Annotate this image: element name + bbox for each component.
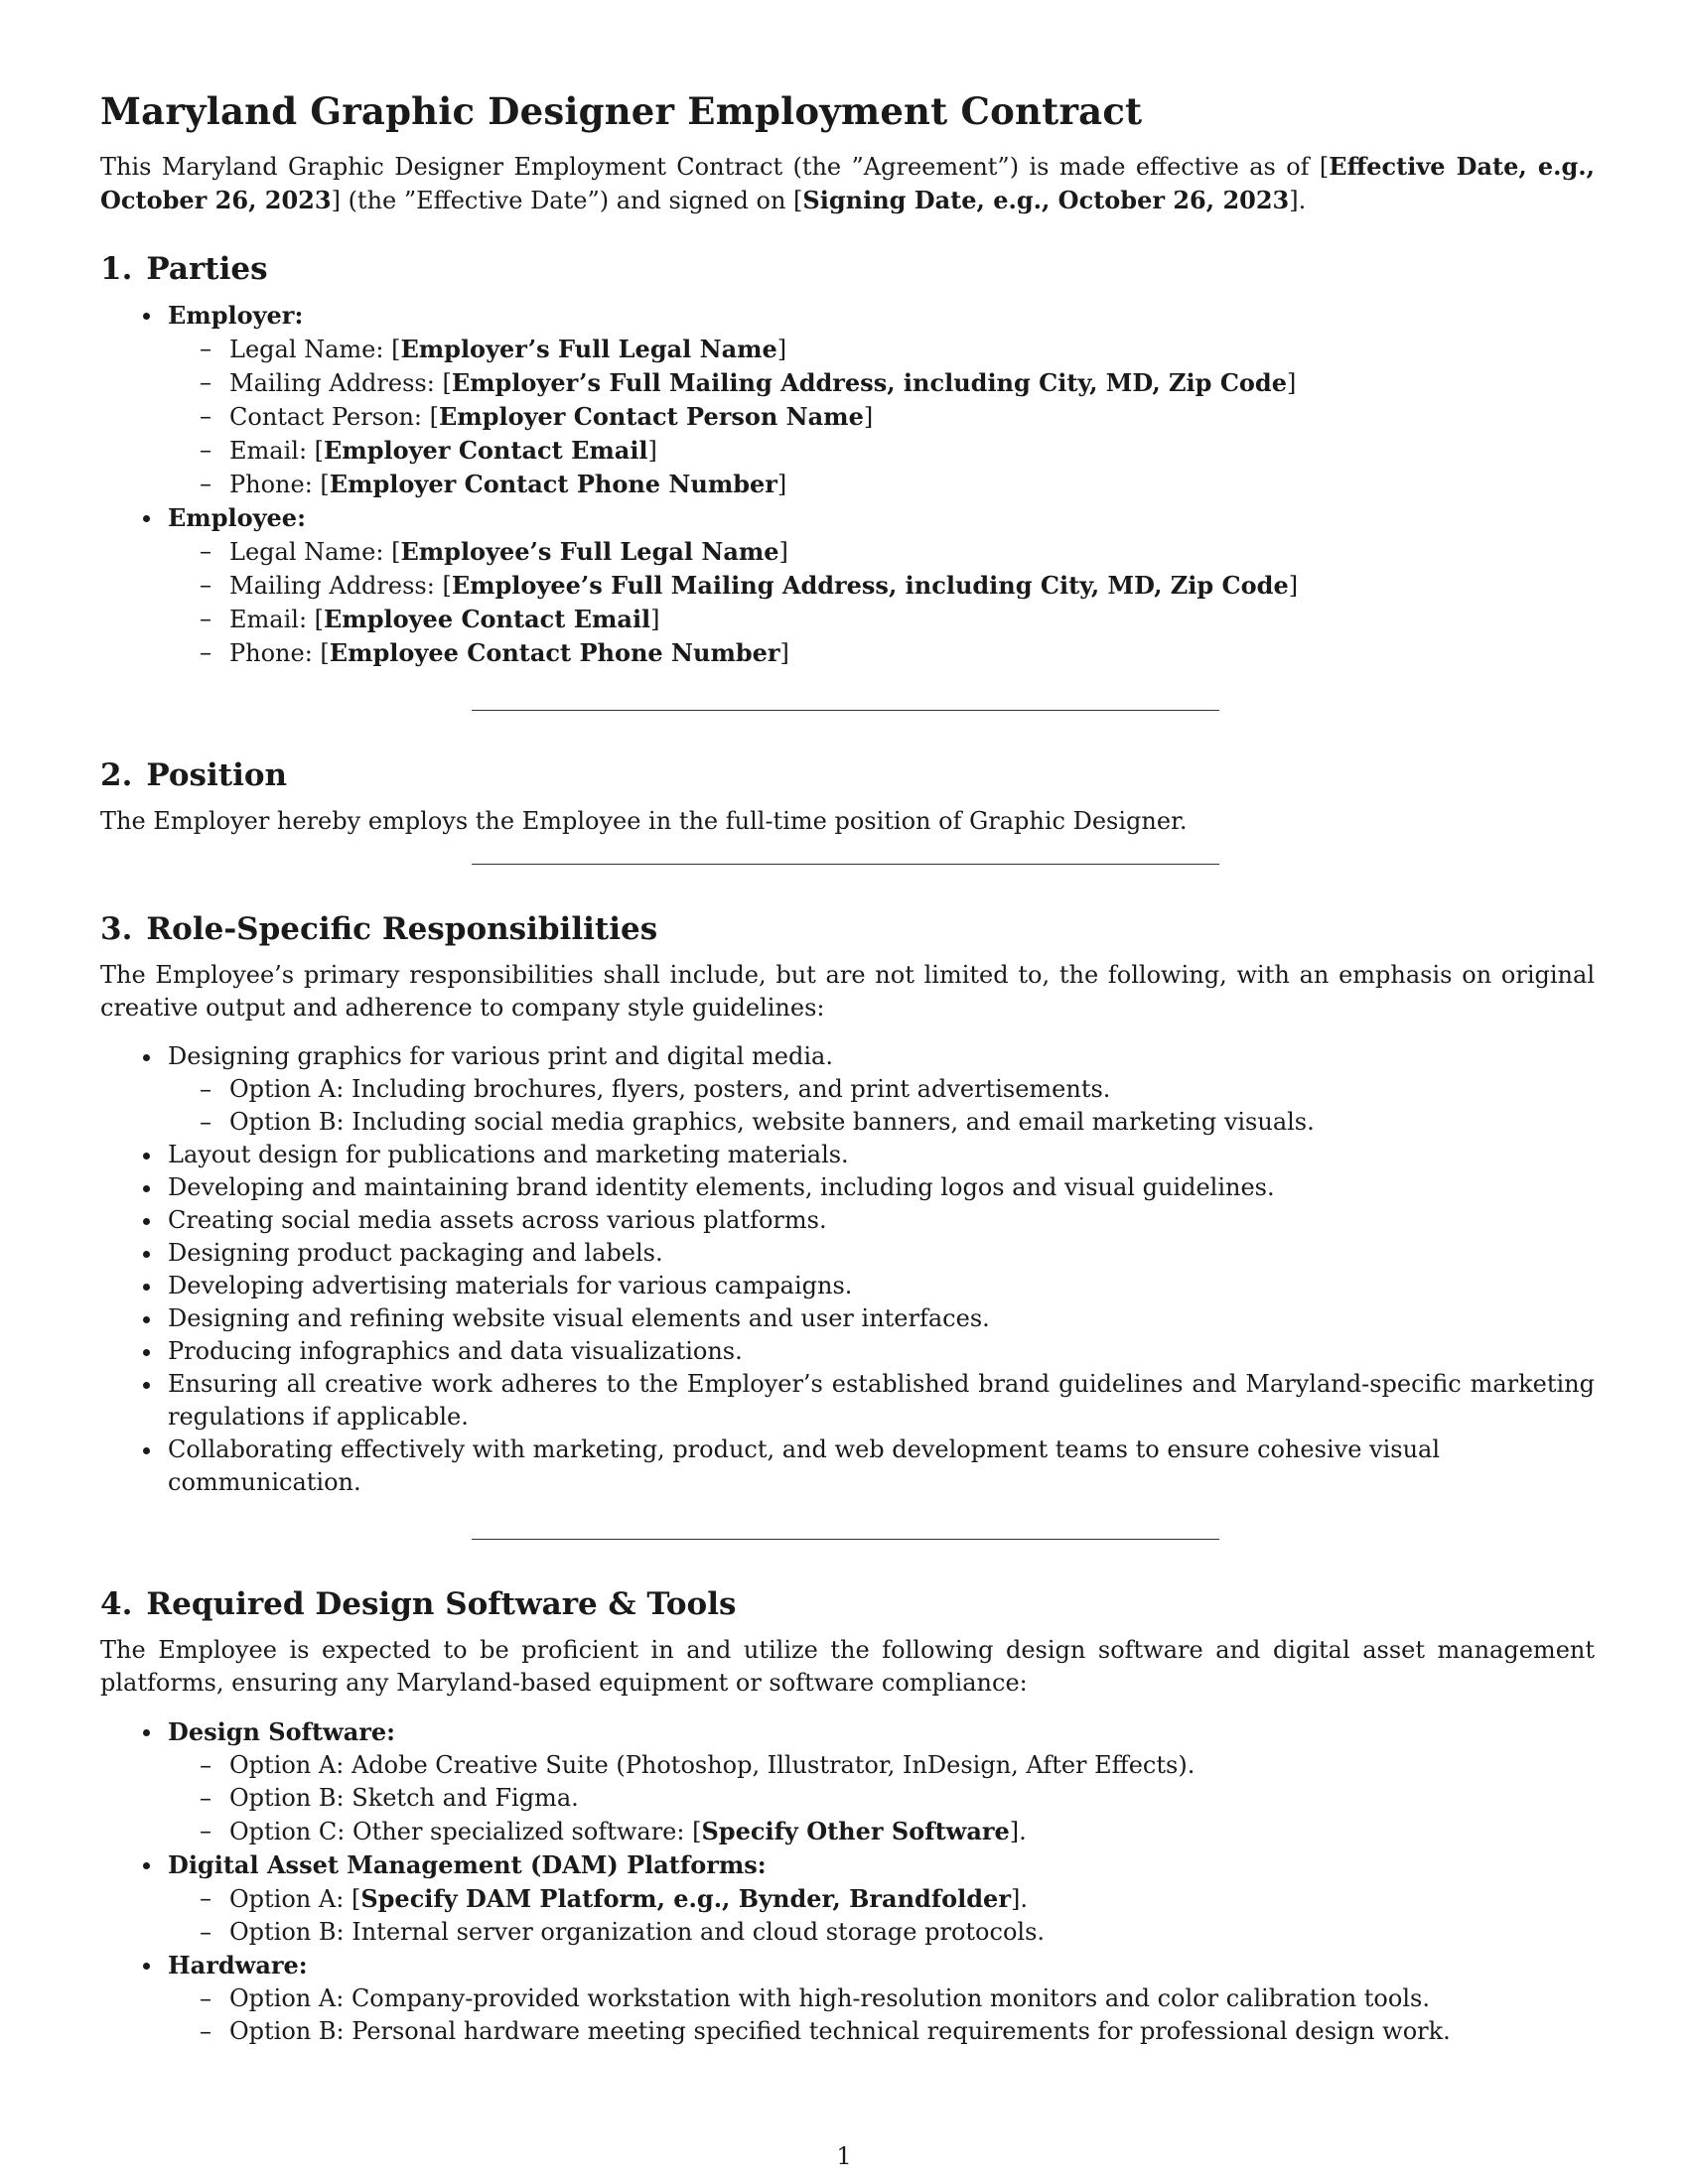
section-title: Required Design Software & Tools xyxy=(146,1586,737,1622)
intro-text: This Maryland Graphic Designer Employment Contract (the ”Agreement”) is made effective as of [ xyxy=(100,153,1330,181)
item-text: Designing graphics for various print and digital media. xyxy=(168,1042,833,1070)
list-item xyxy=(168,636,1595,670)
field-label: Mailing Address: [ xyxy=(229,369,452,397)
list-item xyxy=(100,299,1595,501)
bracket: ] xyxy=(778,538,788,566)
field-label: Email: [ xyxy=(229,606,325,633)
field-label: Phone: [ xyxy=(229,471,330,498)
field-placeholder: Employer Contact Phone Number xyxy=(329,470,777,498)
bracket: ]. xyxy=(1009,1818,1027,1845)
divider xyxy=(100,710,1595,711)
list-item xyxy=(100,1715,1595,1848)
list-item: – Option A: Adobe Creative Suite (Photoshop, Illustrator, InDesign, After Effects). xyxy=(168,1749,1595,1782)
horizontal-rule xyxy=(472,864,1219,865)
section-2-heading xyxy=(100,755,1595,795)
sub-list xyxy=(168,1073,1595,1139)
parties-list xyxy=(100,299,1595,670)
field-label: Contact Person: [ xyxy=(229,403,439,431)
list-item xyxy=(168,434,1595,468)
dam-label: Digital Asset Management (DAM) Platforms: xyxy=(168,1850,767,1879)
list-item xyxy=(168,400,1595,434)
list-item: – Option A: Including brochures, flyers, posters, and print advertisements. xyxy=(168,1073,1595,1106)
list-item: Ensuring all creative work adheres to the Employer’s established brand guidelines and Maryland-specific marketing regulations if applicable. xyxy=(100,1368,1595,1433)
section-number: 2. xyxy=(100,757,133,793)
employer-details xyxy=(168,333,1595,501)
field-placeholder: Specify DAM Platform, e.g., Bynder, Brandfolder xyxy=(360,1884,1011,1913)
bracket: ] xyxy=(647,437,657,465)
document-title: Maryland Graphic Designer Employment Contract xyxy=(100,89,1143,133)
document-content xyxy=(100,87,1595,2048)
section-number: 4. xyxy=(100,1586,133,1622)
design-software-label: Design Software: xyxy=(168,1717,396,1746)
employer-label: Employer: xyxy=(168,301,304,330)
divider xyxy=(100,864,1595,865)
list-item: Designing and refining website visual elements and user interfaces. xyxy=(100,1302,1595,1335)
bracket: ] xyxy=(650,606,660,633)
divider xyxy=(100,1539,1595,1540)
list-item: Developing and maintaining brand identity elements, including logos and visual guidelines. xyxy=(100,1171,1595,1204)
bracket: ] xyxy=(779,639,789,667)
field-placeholder: Specify Other Software xyxy=(701,1817,1010,1845)
list-item xyxy=(168,366,1595,400)
field-placeholder: Employee’s Full Legal Name xyxy=(400,537,779,566)
list-item: – Option B: Sketch and Figma. xyxy=(168,1782,1595,1815)
section-1-heading xyxy=(100,249,1595,289)
list-item xyxy=(168,1815,1595,1848)
field-placeholder: Employer Contact Person Name xyxy=(438,402,864,431)
list-item: – Option A: Company-provided workstation with high-resolution monitors and color calibration tools. xyxy=(168,1982,1595,2015)
bracket: ] xyxy=(1288,572,1299,600)
responsibilities-intro: The Employee’s primary responsibilities shall include, but are not limited to, the following, with an emphasis on original creative output and adherence to company style guidelines: xyxy=(100,961,1595,1022)
list-item: Creating social media assets across various platforms. xyxy=(100,1204,1595,1237)
item-text: Option A: [ xyxy=(229,1885,361,1913)
list-item: – Option B: Personal hardware meeting specified technical requirements for professional design work. xyxy=(168,2015,1595,2048)
section-3-heading xyxy=(100,909,1595,949)
field-placeholder: Employer’s Full Legal Name xyxy=(400,335,777,363)
bracket: ] xyxy=(776,471,787,498)
section-number: 3. xyxy=(100,911,133,947)
field-label: Email: [ xyxy=(229,437,325,465)
field-placeholder: Employer’s Full Mailing Address, including City, MD, Zip Code xyxy=(451,368,1287,397)
list-item: Layout design for publications and marketing materials. xyxy=(100,1139,1595,1171)
item-text: Option C: Other specialized software: [ xyxy=(229,1818,702,1845)
intro-paragraph xyxy=(100,150,1595,217)
section-title: Position xyxy=(146,757,288,793)
field-label: Legal Name: [ xyxy=(229,336,401,363)
list-item xyxy=(100,1040,1595,1139)
tools-list xyxy=(100,1715,1595,2048)
list-item xyxy=(168,569,1595,603)
field-placeholder: Employee’s Full Mailing Address, including City, MD, Zip Code xyxy=(451,571,1289,600)
section-title: Role-Specific Responsibilities xyxy=(146,911,658,947)
employee-details xyxy=(168,535,1595,670)
list-item xyxy=(168,1882,1595,1916)
bracket: ] xyxy=(776,336,787,363)
sub-list xyxy=(168,1749,1595,1848)
effective-date-placeholder: Effective Date, e.g., October 26, 2023 xyxy=(100,152,1595,214)
sub-list xyxy=(168,1882,1595,1949)
software-intro: The Employee is expected to be proficient in and utilize the following design software and digital asset management platforms, ensuring any Maryland-based equipment or software compliance: xyxy=(100,1636,1595,1697)
list-item: – Option B: Internal server organization and cloud storage protocols. xyxy=(168,1916,1595,1949)
section-4-heading xyxy=(100,1584,1595,1624)
field-placeholder: Employee Contact Phone Number xyxy=(329,638,780,667)
horizontal-rule xyxy=(472,710,1219,711)
list-item xyxy=(100,1949,1595,2048)
section-number: 1. xyxy=(100,251,133,287)
position-paragraph: The Employer hereby employs the Employee in the full-time position of Graphic Designer. xyxy=(100,807,1188,835)
list-item: – Option B: Including social media graphics, website banners, and email marketing visuals. xyxy=(168,1106,1595,1139)
page-number: 1 xyxy=(836,2142,852,2170)
list-item xyxy=(100,501,1595,670)
horizontal-rule xyxy=(472,1539,1219,1540)
hardware-label: Hardware: xyxy=(168,1951,308,1979)
list-item: Producing infographics and data visualizations. xyxy=(100,1335,1595,1368)
signing-date-placeholder: Signing Date, e.g., October 26, 2023 xyxy=(802,186,1290,214)
list-item xyxy=(168,468,1595,501)
list-item xyxy=(168,603,1595,636)
list-item xyxy=(168,333,1595,366)
list-item xyxy=(168,535,1595,569)
sub-list xyxy=(168,1982,1595,2048)
field-placeholder: Employee Contact Email xyxy=(324,605,651,633)
intro-text: ]. xyxy=(1289,187,1307,214)
field-label: Legal Name: [ xyxy=(229,538,401,566)
list-item: Collaborating effectively with marketing, product, and web development teams to ensure cohesive visual communication. xyxy=(100,1433,1595,1499)
responsibilities-list xyxy=(100,1040,1595,1499)
list-item: Designing product packaging and labels. xyxy=(100,1237,1595,1270)
bracket: ]. xyxy=(1010,1885,1028,1913)
field-label: Phone: [ xyxy=(229,639,330,667)
field-placeholder: Employer Contact Email xyxy=(324,436,648,465)
intro-text: ] (the ”Effective Date”) and signed on [ xyxy=(331,187,803,214)
list-item: Developing advertising materials for various campaigns. xyxy=(100,1270,1595,1302)
employee-label: Employee: xyxy=(168,503,306,532)
bracket: ] xyxy=(863,403,874,431)
list-item xyxy=(100,1848,1595,1949)
section-title: Parties xyxy=(146,251,268,287)
field-label: Mailing Address: [ xyxy=(229,572,452,600)
bracket: ] xyxy=(1286,369,1297,397)
